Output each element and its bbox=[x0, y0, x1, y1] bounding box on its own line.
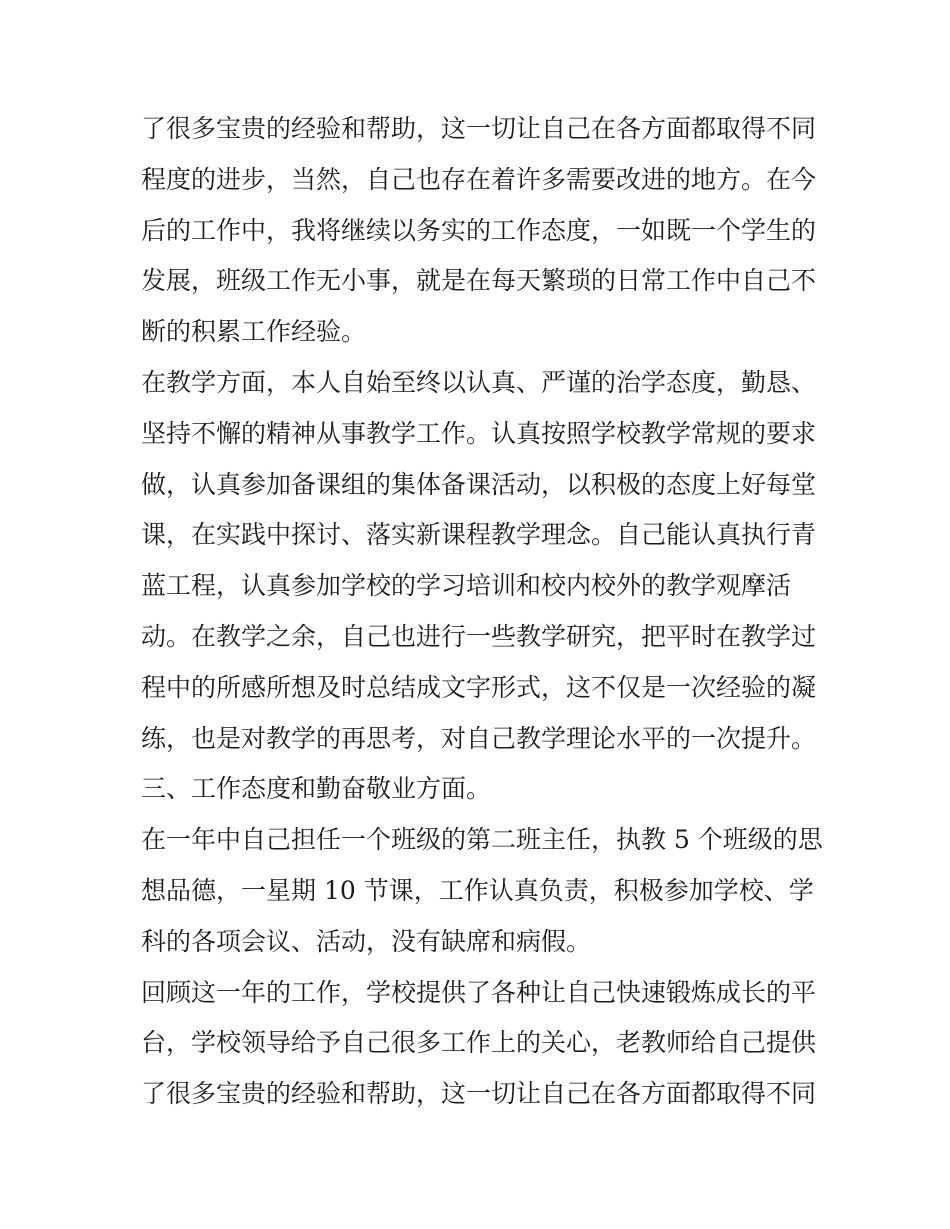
text-line: 做，认真参加备课组的集体备课活动，以积极的态度上好每堂 bbox=[141, 469, 817, 499]
text-line: 动。在教学之余，自己也进行一些教学研究，把平时在教学过 bbox=[141, 621, 817, 651]
text-line: 台，学校领导给予自己很多工作上的关心，老教师给自己提供 bbox=[141, 1028, 817, 1058]
text-line: 发展，班级工作无小事，就是在每天繁琐的日常工作中自己不 bbox=[141, 266, 817, 296]
text-line: 想品德，一星期 10 节课，工作认真负责，积极参加学校、学 bbox=[141, 875, 814, 905]
text-line: 坚持不懈的精神从事教学工作。认真按照学校教学常规的要求 bbox=[141, 418, 817, 448]
text-line: 练，也是对教学的再思考，对自己教学理论水平的一次提升。 bbox=[141, 723, 817, 753]
text-line: 回顾这一年的工作，学校提供了各种让自己快速锻炼成长的平 bbox=[141, 977, 817, 1007]
text-line: 科的各项会议、活动，没有缺席和病假。 bbox=[141, 926, 592, 956]
text-line: 课，在实践中探讨、落实新课程教学理念。自己能认真执行青 bbox=[141, 520, 817, 550]
text-line: 了很多宝贵的经验和帮助，这一切让自己在各方面都取得不同 bbox=[141, 114, 817, 143]
text-line: 在教学方面，本人自始至终以认真、严谨的治学态度，勤恳、 bbox=[141, 367, 817, 397]
document-body bbox=[141, 104, 821, 1120]
text-line: 程度的进步，当然，自己也存在着许多需要改进的地方。在今 bbox=[141, 164, 817, 194]
text-line: 蓝工程，认真参加学校的学习培训和校内校外的教学观摩活 bbox=[141, 571, 792, 601]
text-line: 后的工作中，我将继续以务实的工作态度，一如既一个学生的 bbox=[141, 215, 817, 245]
text-line: 了很多宝贵的经验和帮助，这一切让自己在各方面都取得不同 bbox=[141, 1079, 817, 1109]
section-heading: 三、工作态度和勤奋敬业方面。 bbox=[141, 774, 492, 804]
text-line: 程中的所感所想及时总结成文字形式，这不仅是一次经验的凝 bbox=[141, 672, 817, 702]
text-line: 断的积累工作经验。 bbox=[141, 317, 367, 347]
text-line: 在一年中自己担任一个班级的第二班主任，执教 5 个班级的思 bbox=[141, 825, 823, 855]
